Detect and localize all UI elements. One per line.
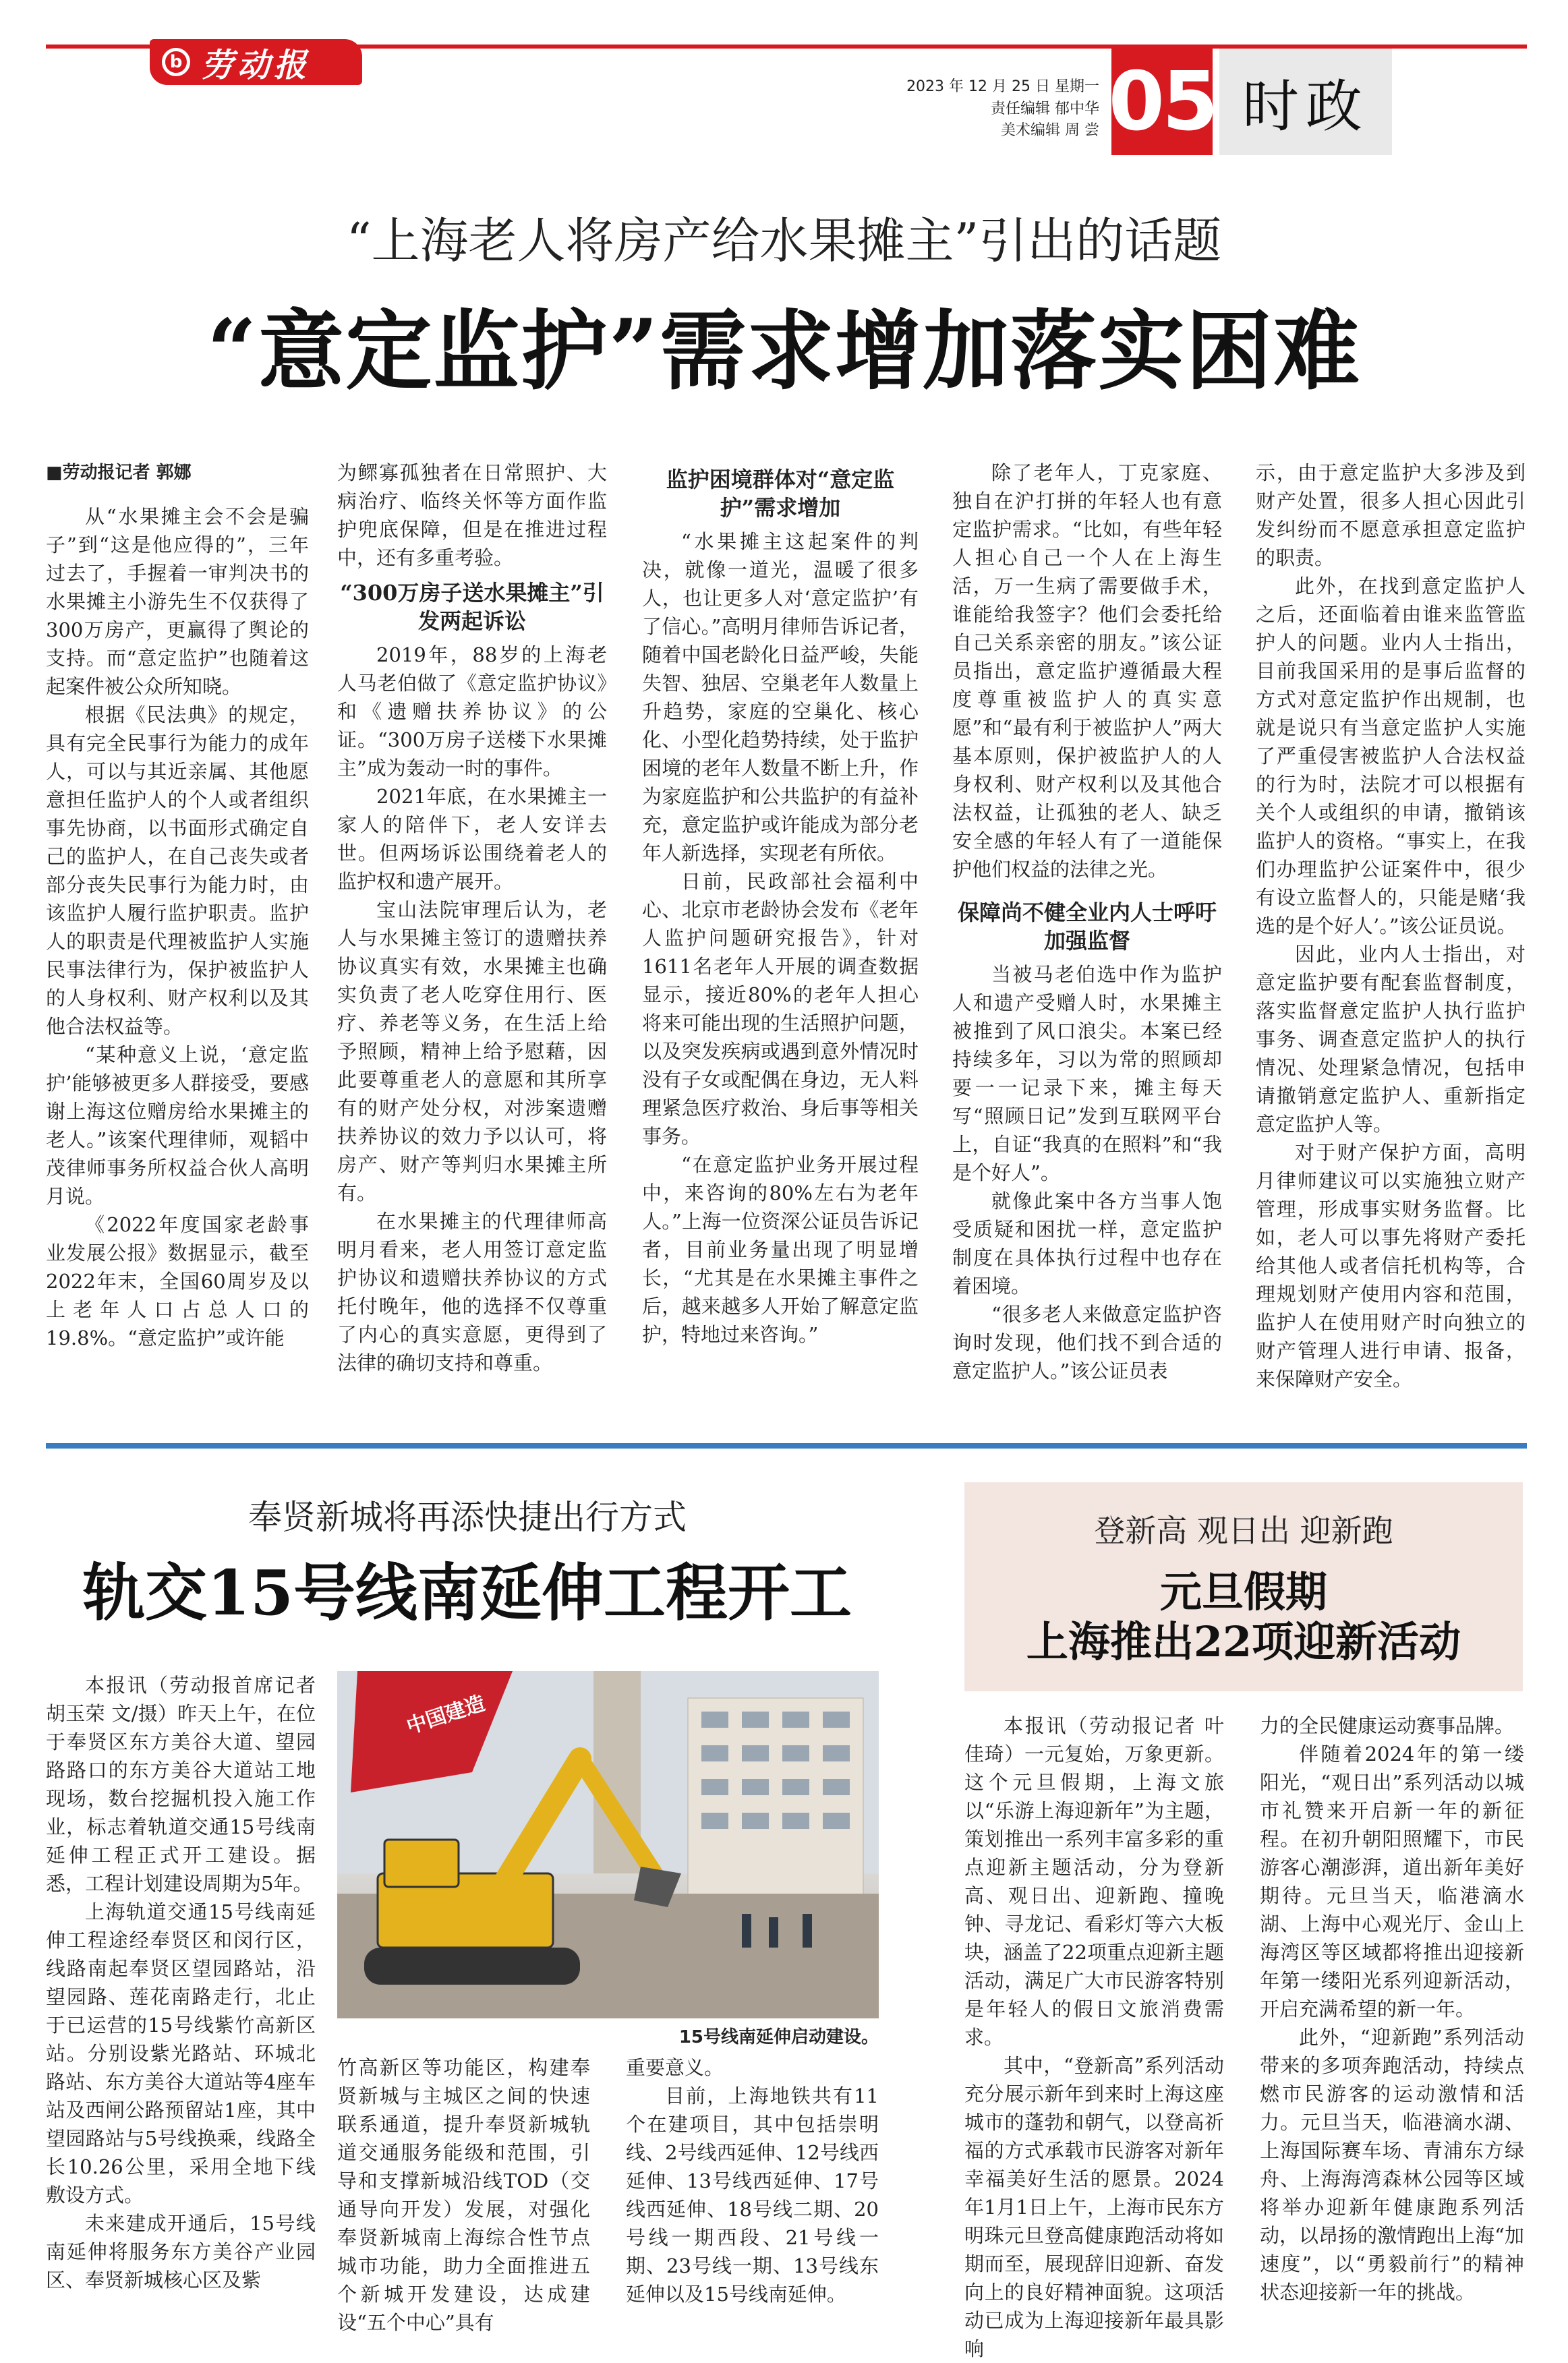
newyear-column-2 (1260, 1712, 1524, 2339)
lead-paragraph: 示，由于意定监护大多涉及到财产处置，很多人担心因此引发纠纷而不愿意承担意定监护的职责。 (1256, 461, 1526, 569)
newyear-paragraph: 本报讯（劳动报记者 叶佳琦）一元复始，万象更新。这个元旦假期，上海文旅以“乐游上海迎新年”为主题，策划推出一系列丰富多彩的重点迎新主题活动，分为登新高、观日出、迎新跑、撞晚钟、寻龙记、看彩灯等六大板块，涵盖了22项重点迎新主题活动，满足广大市民游客特别是年轻人的假日文旅消费需求。 (964, 1714, 1224, 2049)
lead-subhead-supervision: 保障尚不健全业内人士呼吁加强监督 (957, 900, 1217, 954)
lead-byline: ■劳动报记者 郭娜 (46, 463, 192, 483)
newyear-paragraph: 其中，“登新高”系列活动充分展示新年到来时上海这座城市的蓬勃和朝气，以登高祈福的方式承载市民游客对新年幸福美好生活的愿景。2024年1月1日上午，上海市民东方明珠元旦登高健康跑活动将如期而至，展现辞旧迎新、奋发向上的良好精神面貌。这项活动已成为上海迎接新年最具影响 (964, 2054, 1224, 2360)
photo-caption: 15号线南延伸启动建设。 (678, 2027, 879, 2047)
rail-paragraph: 重要意义。 (626, 2056, 724, 2079)
responsible-editor: 责任编辑 郁中华 (991, 100, 1099, 117)
lead-headline: “意定监护”需求增加落实困难 (206, 301, 1362, 402)
lead-paragraph: 此外，在找到意定监护人之后，还面临着由谁来监管监护人的问题。业内人士指出，目前我国采用的是事后监督的方式对意定监护作出规制，也就是说只有当意定监护人实施了严重侵害被监护人合法权益的行为时，法院才可以根据有关个人或组织的申请，撤销该监护人的资格。“事实上，在我们办理监护公证案件中，很少有设立监督人的，只能是赌‘我选的是个好人’。”该公证员说。 (1256, 575, 1526, 937)
lead-paragraph: 根据《民法典》的规定，具有完全民事行为能力的成年人，可以与其近亲属、其他愿意担任监护人的个人或者组织事先协商，以书面形式确定自己的监护人，在自己丧失或者部分丧失民事行为能力时，由该监护人履行监护职责。监护人的职责是代理被监护人实施民事法律行为，保护被监护人的人身权利、财产权利以及其他合法权益等。 (46, 703, 309, 1038)
lead-paragraph: 当被马老伯选中作为监护人和遗产受赠人时，水果摊主被推到了风口浪尖。本案已经持续多年，习以为常的照顾却要一一记录下来，摊主每天写“照顾日记”发到互联网平台上，自证“我真的在照料”和“我是个好人”。 (952, 963, 1222, 1184)
art-editor: 美术编辑 周 尝 (1001, 122, 1099, 139)
newyear-kicker: 登新高 观日出 迎新跑 (1094, 1513, 1393, 1549)
section-divider (46, 1443, 1527, 1449)
lead-paragraph: 从“水果摊主会不会是骗子”到“这是他应得的”，三年过去了，手握着一审判决书的水果摊主小游先生不仅获得了300万房产，更赢得了舆论的支持。而“意定监护”也随着这起案件被公众所知晓。 (46, 505, 309, 698)
lead-paragraph: 宝山法院审理后认为，老人与水果摊主签订的遗赠扶养协议真实有效，水果摊主也确实负责了老人吃穿住用行、医疗、养老等义务，在生活上给予照顾，精神上给予慰藉，因此要尊重老人的意愿和其所享有的财产处分权，对涉案遗赠扶养协议的效力予以认可，将房产、财产等判归水果摊主所有。 (337, 898, 607, 1204)
lead-paragraph: “水果摊主这起案件的判决，就像一道光，温暖了很多人，也让更多人对‘意定监护’有了信心。”高明月律师告诉记者，随着中国老龄化日益严峻，失能失智、独居、空巢老年人数量上升趋势，家庭的空巢化、核心化、小型化趋势持续，处于监护困境的老年人数量不断上升，作为家庭监护和公共监护的有益补充，意定监护或许能成为部分老年人新选择，实现老有所依。 (642, 530, 919, 865)
lead-paragraph: 《2022年度国家老龄事业发展公报》数据显示，截至2022年末，全国60周岁及以上老年人口占总人口的19.8%。“意定监护”或许能 (46, 1213, 309, 1349)
lead-paragraph: 为鳏寡孤独者在日常照护、大病治疗、临终关怀等方面作监护兜底保障，但是在推进过程中，还有多重考验。 (337, 461, 607, 569)
lead-column-1 (46, 459, 309, 1376)
lead-paragraph: 2019年，88岁的上海老人马老伯做了《意定监护协议》和《遗赠扶养协议》的公证。“300万房子送楼下水果摊主”成为轰动一时的事件。 (337, 643, 607, 780)
rail-headline: 轨交15号线南延伸工程开工 (82, 1556, 852, 1629)
lead-paragraph: 除了老年人，丁克家庭、独自在沪打拼的年轻人也有意定监护需求。“比如，有些年轻人担心自己一个人在上海生活，万一生病了需要做手术，谁能给我签字？他们会委托给自己关系亲密的朋友。”该公证员指出，意定监护遵循最大程度尊重被监护人的真实意愿”和“最有利于被监护人”两大基本原则，保护被监护人的人身权利、财产权利以及其他合法权益，让孤独的老人、缺乏安全感的年轻人有了一道能保护他们权益的法律之光。 (952, 461, 1222, 881)
lead-paragraph: 就像此案中各方当事人饱受质疑和困扰一样，意定监护制度在具体执行过程中也存在着困境。 (952, 1190, 1222, 1297)
lead-kicker: “上海老人将房产给水果摊主”引出的话题 (346, 212, 1222, 269)
rail-paragraph: 未来建成开通后，15号线南延伸将服务东方美谷产业园区、奉贤新城核心区及紫 (46, 2212, 316, 2292)
lead-column-5 (1256, 459, 1526, 1391)
lead-paragraph: 日前，民政部社会福利中心、北京市老龄协会发布《老年人监护问题研究报告》，针对1611名老年人开展的调查数据显示，接近80%的老年人担心将来可能出现的生活照护问题，以及突发疾病或遇到意外情况时没有子女或配偶在身边，无人料理紧急医疗救治、身后事等相关事务。 (642, 870, 919, 1148)
newyear-headline-box (964, 1482, 1523, 1691)
rail-paragraph: 上海轨道交通15号线南延伸工程途经奉贤区和闵行区，线路南起奉贤区望园路站，沿望园路、莲花南路走行，北止于已运营的15号线紫竹高新区站。分别设紫光路站、环城北路站、东方美谷大道站等4座车站及西闸公路预留站1座，其中望园路站与5号线换乘，线路全长10.26公里，采用全地下线敷设方式。 (46, 1900, 316, 2207)
lead-column-2 (337, 459, 607, 1376)
rail-kicker: 奉贤新城将再添快捷出行方式 (248, 1498, 687, 1537)
lead-column-3 (642, 459, 919, 1376)
lead-paragraph: 因此，业内人士指出，对意定监护要有配套监督制度，落实监督意定监护人执行监护事务、调查意定监护人的执行情况、处理紧急情况，包括申请撤销意定监护人、重新指定意定监护人等。 (1256, 943, 1526, 1136)
newyear-paragraph: 伴随着2024年的第一缕阳光，“观日出”系列活动以城市礼赞来开启新一年的新征程。在初升朝阳照耀下，市民游客心潮澎湃，道出新年美好期待。元旦当天，临港滴水湖、上海中心观光厅、金山上海湾区等区域都将推出迎接新年第一缕阳光系列迎新活动，开启充满希望的新一年。 (1260, 1743, 1524, 2020)
lead-paragraph: “很多老人来做意定监护咨询时发现，他们找不到合适的意定监护人。”该公证员表 (952, 1303, 1222, 1382)
newyear-headline-2: 上海推出22项迎新活动 (1026, 1617, 1461, 1666)
rail-column-1 (46, 1671, 316, 2339)
newyear-headline-1: 元旦假期 (1159, 1567, 1327, 1616)
rail-paragraph: 目前，上海地铁共有11个在建项目，其中包括崇明线、2号线西延伸、12号线西延伸、13号线西延伸、17号线西延伸、18号线二期、20号线一期西段、21号线一期、23号线一期、13号线东延伸以及15号线南延伸。 (626, 2084, 879, 2306)
masthead-logo (150, 39, 362, 85)
page-number: 05 (1111, 49, 1213, 155)
lead-subhead-lawsuits: “300万房子送水果摊主”引发两起诉讼 (340, 580, 604, 634)
lead-paragraph: 对于财产保护方面，高明月律师建议可以实施独立财产管理，形成事实财务监督。比如，老人可以事先将财产委托给其他人或者信托机构等，合理规划财产使用内容和范围，监护人在使用财产时向独立的财产管理人进行申请、报备，来保障财产安全。 (1256, 1141, 1526, 1391)
newyear-column-1 (964, 1712, 1224, 2360)
labor-daily-logo-icon: b (162, 48, 190, 76)
lead-paragraph: 在水果摊主的代理律师高明月看来，老人用签订意定监护协议和遗赠扶养协议的方式托付晚年，他的选择不仅尊重了内心的真实意愿，更得到了法律的确切支持和尊重。 (337, 1210, 607, 1374)
masthead-logo-text: 劳动报 (201, 46, 311, 84)
rail-column-3 (626, 2053, 879, 2343)
issue-date: 2023 年 12 月 25 日 星期一 (906, 78, 1099, 95)
newyear-paragraph: 此外，“迎新跑”系列活动带来的多项奔跑活动，持续点燃市民游客的运动激情和活力。元旦当天，临港滴水湖、上海国际赛车场、青浦东方绿舟、上海海湾森林公园等区域将举办迎新年健康跑系列活动，以昂扬的激情跑出上海“加速度”，以“勇毅前行”的精神状态迎接新一年的挑战。 (1260, 2026, 1524, 2304)
rail-paragraph: 本报讯（劳动报首席记者胡玉荣 文/摄）昨天上午，在位于奉贤区东方美谷大道、望园路路口的东方美谷大道站工地现场，数台挖掘机投入施工作业，标志着轨道交通15号线南延伸工程正式开工建设。据悉，工程计划建设周期为5年。 (46, 1674, 316, 1895)
newyear-paragraph: 力的全民健康运动赛事品牌。 (1260, 1714, 1515, 1737)
lead-paragraph: “在意定监护业务开展过程中，来咨询的80%左右为老年人。”上海一位资深公证员告诉记者，目前业务量出现了明显增长，“尤其是在水果摊主事件之后，越来越多人开始了解意定监护，特地过来咨询。” (642, 1153, 919, 1346)
rail-column-2 (337, 2053, 590, 2343)
lead-subhead-demand: 监护困境群体对“意定监护”需求增加 (666, 467, 895, 521)
rail-paragraph: 竹高新区等功能区，构建奉贤新城与主城区之间的快速联系通道，提升奉贤新城轨道交通服务能级和范围，引导和支撑新城沿线TOD（交通导向开发）发展，对强化奉贤新城南上海综合性节点城市功能，助力全面推进五个新城开发建设，达成建设“五个中心”具有 (337, 2056, 590, 2334)
lead-column-4 (952, 459, 1222, 1382)
construction-photo (337, 1671, 879, 2018)
photo-sign-text: 中国建造 (403, 1691, 488, 1739)
lead-paragraph: 2021年底，在水果摊主一家人的陪伴下，老人安详去世。但两场诉讼围绕着老人的监护权和遗产展开。 (337, 785, 607, 893)
section-name: 时政 (1219, 49, 1392, 155)
lead-paragraph: “某种意义上说，‘意定监护’能够被更多人群接受，要感谢上海这位赠房给水果摊主的老人。”该案代理律师，观韬中茂律师事务所权益合伙人高明月说。 (46, 1043, 309, 1208)
